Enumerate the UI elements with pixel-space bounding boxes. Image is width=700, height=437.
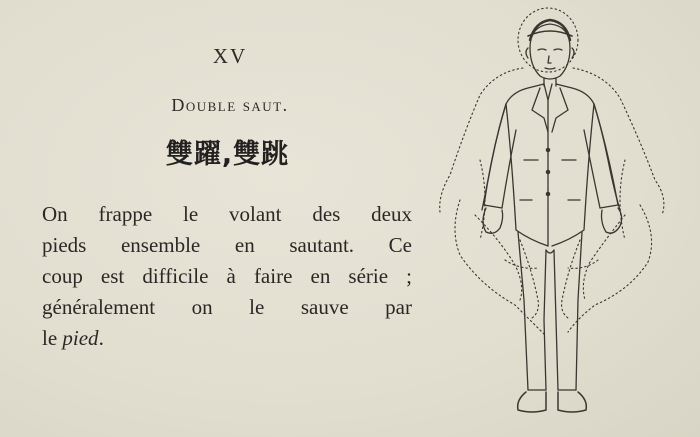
boy-shoes bbox=[518, 392, 587, 412]
section-title: Double saut. bbox=[171, 95, 289, 115]
last-line-suffix: . bbox=[98, 326, 104, 350]
paragraph-last-line bbox=[42, 323, 412, 354]
jumping-boy-illustration-icon bbox=[420, 0, 700, 437]
paragraph-line: On frappe le volant des deux bbox=[42, 202, 412, 226]
paragraph-line: coup est difficile à faire en série ; bbox=[42, 264, 412, 288]
paragraph-line: généralement on le sauve par bbox=[42, 295, 412, 319]
leg-motion-trace bbox=[520, 240, 580, 318]
section-numeral: XV bbox=[212, 44, 248, 68]
emphasis-word: pied bbox=[62, 326, 99, 350]
boy-jacket bbox=[482, 84, 620, 246]
boy-arms bbox=[483, 104, 622, 233]
last-line-prefix: le bbox=[42, 326, 63, 350]
description-paragraph bbox=[42, 199, 412, 354]
chinese-title: 雙躍,雙跳 bbox=[165, 139, 290, 170]
boy-head bbox=[526, 20, 574, 86]
motion-trace-outline bbox=[440, 8, 664, 335]
boy-trousers bbox=[518, 232, 582, 390]
paragraph-line: pieds ensemble en sautant. Ce bbox=[42, 233, 412, 257]
